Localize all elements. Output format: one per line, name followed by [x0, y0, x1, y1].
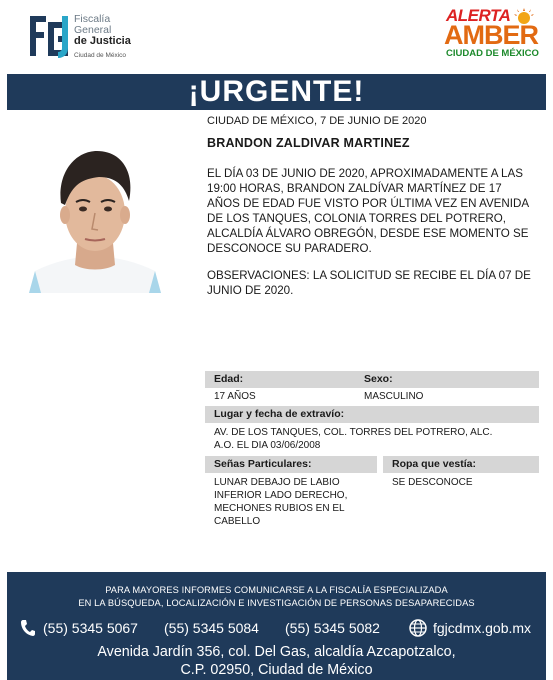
place-block — [205, 406, 539, 452]
sex-block — [355, 371, 539, 403]
marks-value: LUNAR DEBAJO DE LABIO INFERIOR LADO DERECHO, MECHONES RUBIOS EN EL CABELLO — [214, 477, 348, 527]
website-link[interactable]: fgjcdmx.gob.mx — [433, 620, 532, 636]
fgj-line4: Ciudad de México — [74, 52, 127, 59]
person-name: BRANDON ZALDIVAR MARTINEZ — [207, 136, 410, 150]
case-description: EL DÍA 03 DE JUNIO DE 2020, APROXIMADAMENTE A LAS 19:00 HORAS, BRANDON ZALDÍVAR MARTÍNEZ DE 17 AÑOS DE EDAD FUE VISTO POR ÚLTIMA VEZ EN AVENIDA DE LOS TANQUES, COLONIA TORRES DEL POTRERO, ALCALDÍA ÁLVARO OBREGÓN, DESDE ESE MOMENTO SE DESCONOCE SU PARADERO. — [207, 167, 529, 255]
clothes-block — [383, 456, 539, 489]
phone-3[interactable]: (55) 5345 5082 — [285, 620, 380, 636]
fgj-text — [74, 14, 131, 61]
amber-line2: AMBER — [444, 20, 538, 50]
footer — [7, 572, 546, 680]
date-line: CIUDAD DE MÉXICO, 7 DE JUNIO DE 2020 — [207, 115, 427, 127]
fgj-logo — [28, 10, 140, 66]
fgj-line2: General — [74, 24, 112, 36]
sex-value: MASCULINO — [364, 391, 424, 402]
phone-2[interactable]: (55) 5345 5084 — [164, 620, 259, 636]
fgj-line3: de Justicia — [74, 35, 131, 47]
fgj-line1: Fiscalía — [74, 13, 111, 25]
footer-address-line2: C.P. 02950, Ciudad de México — [180, 662, 373, 678]
footer-info-line1: PARA MAYORES INFORMES COMUNICARSE A LA FISCALÍA ESPECIALIZADA — [105, 585, 448, 595]
sex-label: Sexo: — [355, 371, 539, 388]
footer-address-line1: Avenida Jardín 356, col. Del Gas, alcaldía Azcapotzalco, — [97, 644, 456, 660]
age-value: 17 AÑOS — [214, 391, 256, 402]
amber-line3: CIUDAD DE MÉXICO — [446, 48, 539, 59]
phone-1[interactable]: (55) 5345 5067 — [43, 620, 138, 636]
age-label: Edad: — [205, 371, 355, 388]
place-label: Lugar y fecha de extravío: — [205, 406, 539, 423]
footer-contacts — [17, 618, 537, 638]
urgent-banner: ¡URGENTE! — [7, 74, 546, 110]
marks-block — [205, 456, 377, 528]
marks-label: Señas Particulares: — [205, 456, 377, 473]
clothes-value: SE DESCONOCE — [392, 477, 473, 488]
clothes-label: Ropa que vestía: — [383, 456, 539, 473]
phone-icon — [20, 619, 36, 637]
globe-icon — [409, 619, 427, 637]
place-value: AV. DE LOS TANQUES, COL. TORRES DEL POTRERO, ALC. A.O. EL DIA 03/06/2008 — [214, 427, 493, 451]
footer-info-line2: EN LA BÚSQUEDA, LOCALIZACIÓN E INVESTIGACIÓN DE PERSONAS DESAPARECIDAS — [78, 598, 475, 608]
case-observations: OBSERVACIONES: LA SOLICITUD SE RECIBE EL DÍA 07 DE JUNIO DE 2020. — [207, 269, 531, 297]
amber-line1: ALERTA — [446, 6, 511, 25]
age-block — [205, 371, 355, 403]
fgj-emblem-icon — [28, 12, 70, 62]
missing-person-photo — [25, 143, 165, 293]
alerta-amber-logo — [444, 6, 540, 64]
